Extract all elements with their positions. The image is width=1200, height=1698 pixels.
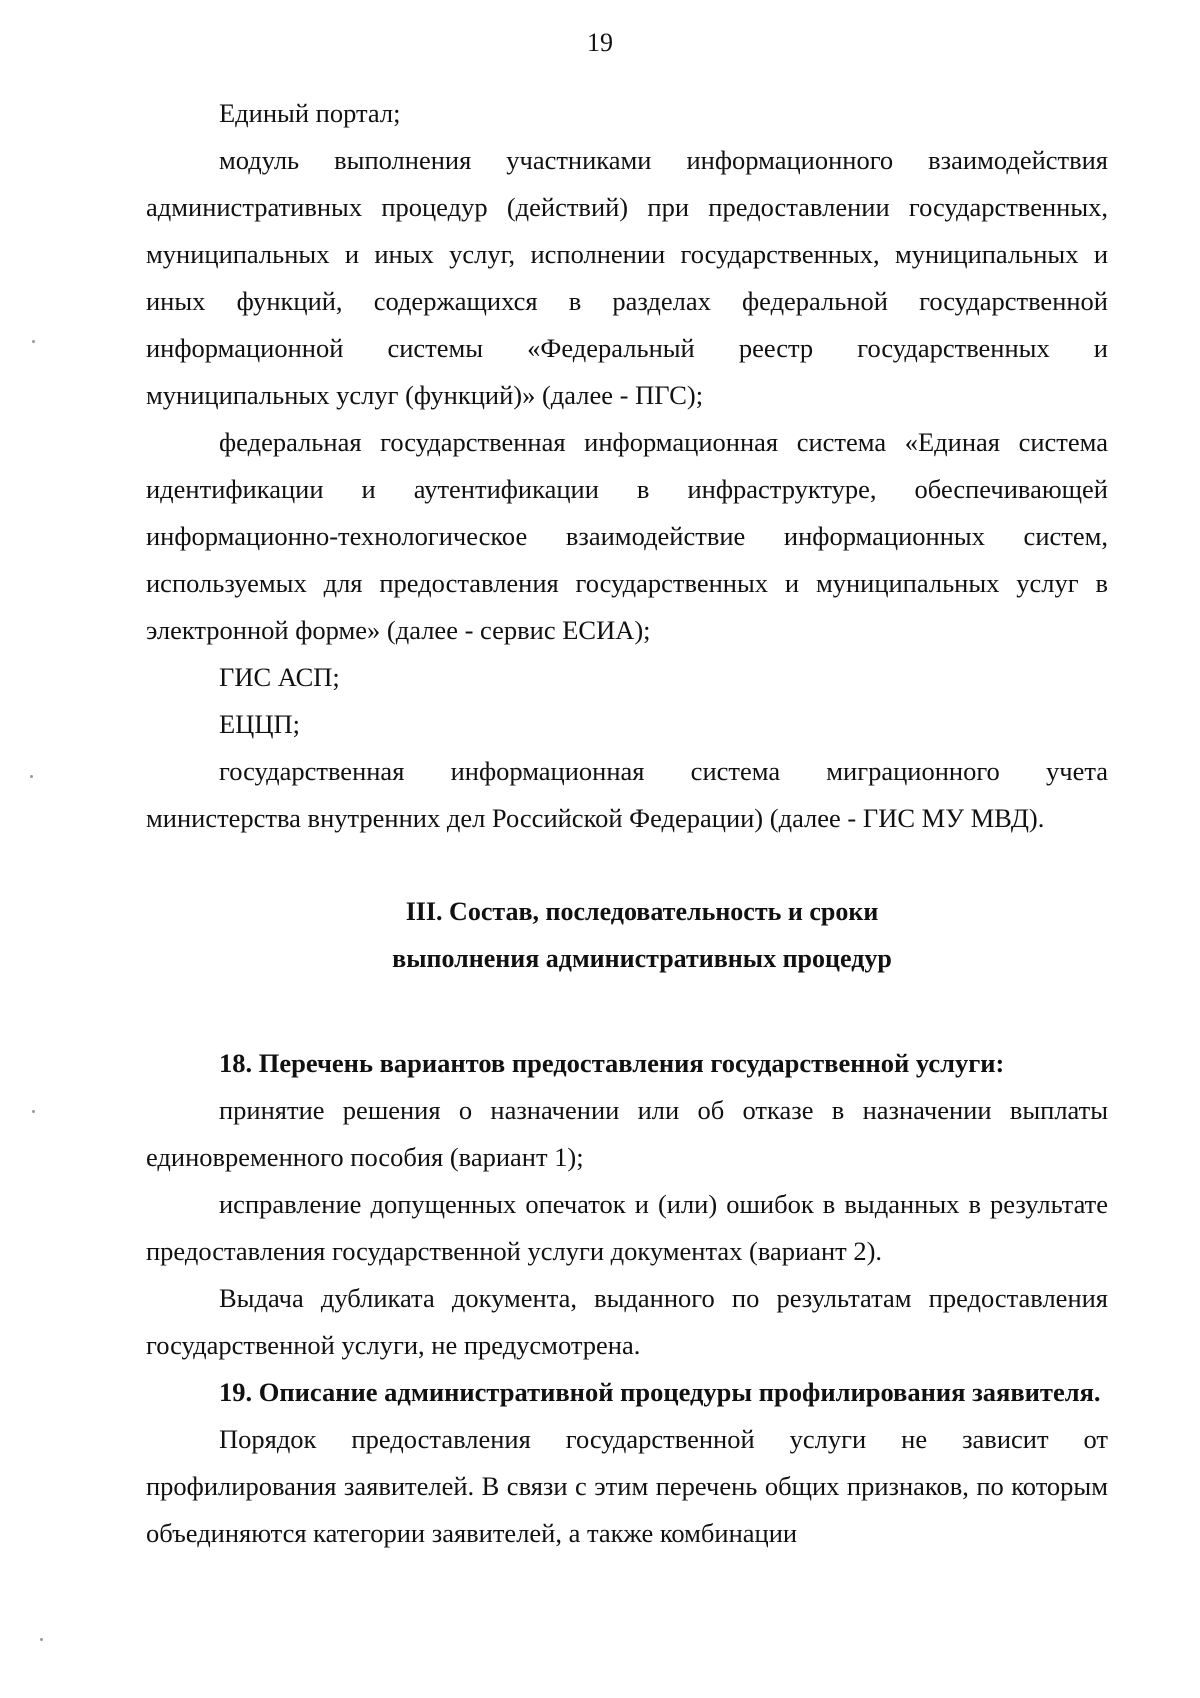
paragraph: принятие решения о назначении или об отказе в назначении выплаты единовременного пособия (вариант 1); — [146, 1095, 1108, 1172]
item-19-title: 19. Описание административной процедуры профилирования заявителя. — [219, 1377, 1101, 1407]
scan-speck — [32, 340, 35, 343]
paragraph: ЕЦЦП; — [219, 709, 300, 739]
scan-speck — [32, 1110, 35, 1113]
scan-speck — [40, 1638, 43, 1641]
paragraph: исправление допущенных опечаток и (или) ошибок в выданных в результате предоставления государственной услуги документах (вариант 2). — [146, 1189, 1108, 1266]
page-number: 19 — [587, 28, 613, 57]
paragraph: государственная информационная система миграционного учета министерства внутренних дел Российской Федерации) (далее - ГИС МУ МВД). — [146, 756, 1108, 833]
item-18-title: 18. Перечень вариантов предоставления государственной услуги: — [219, 1048, 1005, 1078]
paragraph: ГИС АСП; — [219, 662, 340, 692]
document-body — [146, 90, 1108, 1557]
scan-speck — [30, 775, 33, 778]
paragraph: модуль выполнения участниками информационного взаимодействия административных процедур (действий) при предоставлении государственных, муниципальных и иных услуг, исполнении государственных, муниципальных и иных функций, содержащихся в разделах федеральной государственной информационной системы «Федеральный реестр государственных и муниципальных услуг (функций)» (далее - ПГС); — [146, 145, 1108, 410]
paragraph: Порядок предоставления государственной услуги не зависит от профилирования заявителей. В связи с этим перечень общих признаков, по которым объединяются категории заявителей, а также комбинации — [146, 1424, 1108, 1548]
section-heading — [176, 888, 1108, 982]
section-heading-line: III. Состав, последовательность и сроки — [405, 897, 879, 926]
paragraph: Единый портал; — [219, 98, 401, 128]
section-heading-line: выполнения административных процедур — [392, 944, 892, 973]
paragraph: федеральная государственная информационная система «Единая система идентификации и аутентификации в инфраструктуре, обеспечивающей информационно-технологическое взаимодействие информационных систем, используемых для предоставления государственных и муниципальных услуг в электронной форме» (далее - сервис ЕСИА); — [146, 427, 1108, 645]
paragraph: Выдача дубликата документа, выданного по результатам предоставления государственной услуги, не предусмотрена. — [146, 1283, 1108, 1360]
